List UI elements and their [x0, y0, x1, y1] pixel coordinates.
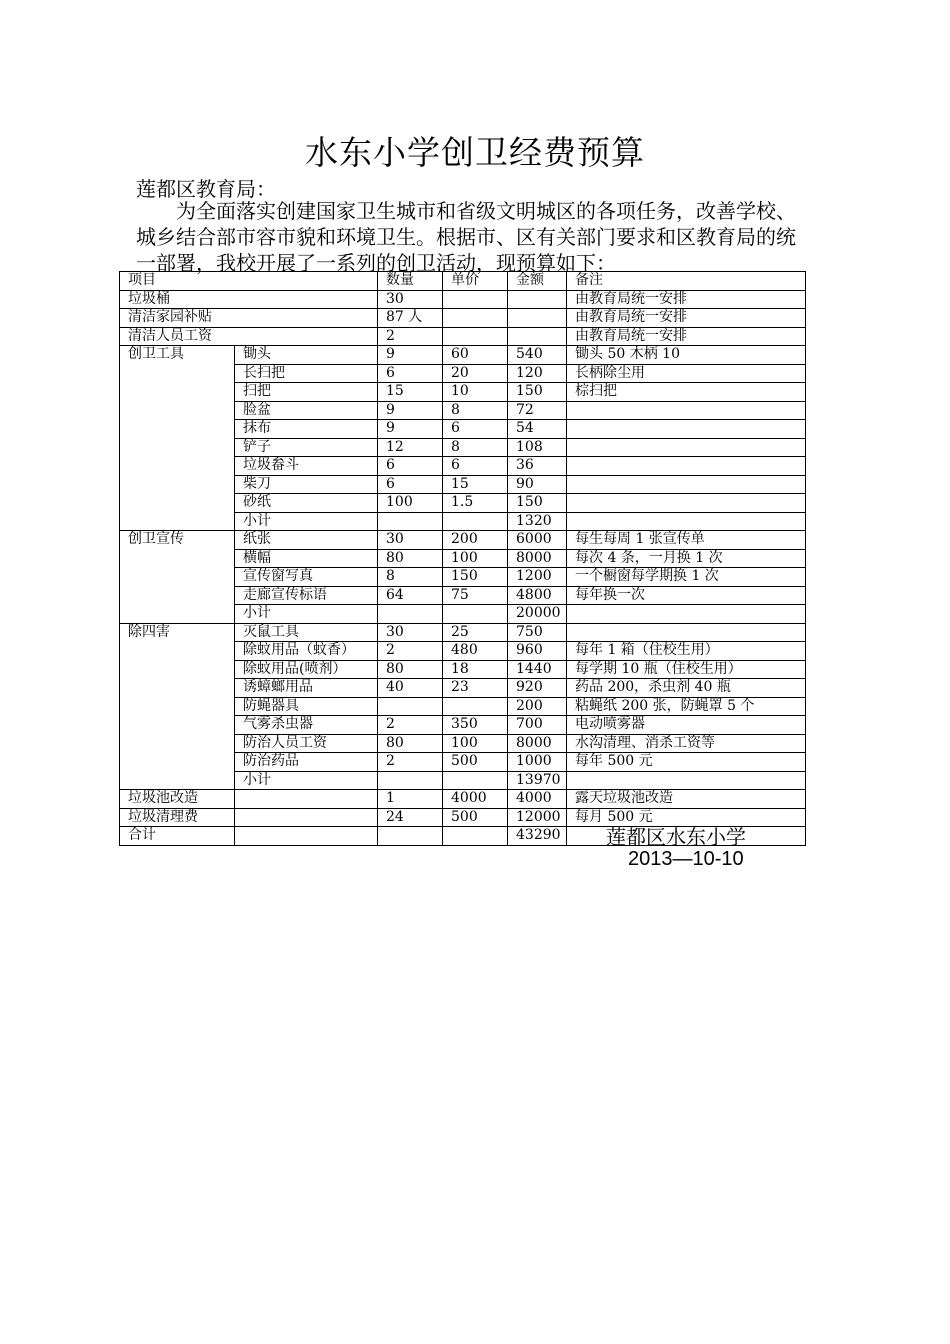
- row-qty: [378, 605, 443, 624]
- row-qty: 6: [378, 364, 443, 383]
- row-qty: 1: [378, 790, 443, 809]
- header-item: 项目: [120, 272, 378, 291]
- row-item: 防治药品: [235, 753, 378, 772]
- row-price: 500: [443, 808, 508, 827]
- row-amount: 108: [508, 438, 567, 457]
- row-category: 垃圾桶: [120, 290, 378, 309]
- row-qty: 30: [378, 290, 443, 309]
- row-qty: 9: [378, 420, 443, 439]
- row-price: [443, 697, 508, 716]
- row-note: 一个橱窗每学期换 1 次: [567, 568, 806, 587]
- row-qty: 15: [378, 383, 443, 402]
- row-empty: [235, 808, 378, 827]
- signature-organization: 莲都区水东小学: [606, 825, 746, 849]
- row-item: 垃圾畚斗: [235, 457, 378, 476]
- budget-table-body: [120, 272, 806, 846]
- row-price: 23: [443, 679, 508, 698]
- salutation: 莲都区教育局：: [136, 177, 276, 201]
- row-price: 6: [443, 420, 508, 439]
- row-qty: 2: [378, 753, 443, 772]
- row-note: 每月 500 元: [567, 808, 806, 827]
- row-note: 锄头 50 木柄 10: [567, 346, 806, 365]
- row-price: 6: [443, 457, 508, 476]
- row-amount: 1440: [508, 660, 567, 679]
- group-name: 创卫宣传: [120, 531, 235, 624]
- header-note: 备注: [567, 272, 806, 291]
- row-item: 铲子: [235, 438, 378, 457]
- row-category: 清洁人员工资: [120, 327, 378, 346]
- header-qty: 数量: [378, 272, 443, 291]
- table-row: [120, 290, 806, 309]
- row-price: [443, 827, 508, 846]
- row-amount: 150: [508, 383, 567, 402]
- row-item: 柴刀: [235, 475, 378, 494]
- row-note: 每年 1 箱（住校生用）: [567, 642, 806, 661]
- row-category: 垃圾清理费: [120, 808, 235, 827]
- row-note: [567, 420, 806, 439]
- row-amount: 200: [508, 697, 567, 716]
- row-note: [567, 623, 806, 642]
- row-item: 宣传窗写真: [235, 568, 378, 587]
- row-amount: 13970: [508, 771, 567, 790]
- row-note: 电动喷雾器: [567, 716, 806, 735]
- row-item: 抹布: [235, 420, 378, 439]
- row-amount: 6000: [508, 531, 567, 550]
- row-item: 走廊宣传标语: [235, 586, 378, 605]
- row-price: 150: [443, 568, 508, 587]
- header-amount: 金额: [508, 272, 567, 291]
- row-amount: [508, 309, 567, 328]
- row-amount: 1320: [508, 512, 567, 531]
- row-amount: 920: [508, 679, 567, 698]
- row-qty: 2: [378, 716, 443, 735]
- row-amount: 960: [508, 642, 567, 661]
- signature-date: 2013—10-10: [628, 848, 744, 870]
- row-item: 气雾杀虫器: [235, 716, 378, 735]
- row-note: 每次 4 条，一月换 1 次: [567, 549, 806, 568]
- row-price: [443, 327, 508, 346]
- row-item: 诱蟑螂用品: [235, 679, 378, 698]
- row-item: 小计: [235, 605, 378, 624]
- row-qty: 80: [378, 660, 443, 679]
- row-amount: 1000: [508, 753, 567, 772]
- row-price: 4000: [443, 790, 508, 809]
- row-amount: 20000: [508, 605, 567, 624]
- group-name: 除四害: [120, 623, 235, 790]
- row-amount: 750: [508, 623, 567, 642]
- row-note: [567, 401, 806, 420]
- row-amount: 36: [508, 457, 567, 476]
- row-price: [443, 309, 508, 328]
- row-amount: 540: [508, 346, 567, 365]
- row-amount: 90: [508, 475, 567, 494]
- row-note: [567, 457, 806, 476]
- row-qty: 40: [378, 679, 443, 698]
- row-amount: 72: [508, 401, 567, 420]
- row-qty: [378, 697, 443, 716]
- row-note: 由教育局统一安排: [567, 327, 806, 346]
- row-amount: [508, 327, 567, 346]
- row-empty: [235, 827, 378, 846]
- row-price: 200: [443, 531, 508, 550]
- row-item: 小计: [235, 512, 378, 531]
- row-item: 防蝇器具: [235, 697, 378, 716]
- row-item: 横幅: [235, 549, 378, 568]
- row-item: 防治人员工资: [235, 734, 378, 753]
- row-price: 75: [443, 586, 508, 605]
- row-price: [443, 605, 508, 624]
- row-amount: 8000: [508, 734, 567, 753]
- row-qty: 30: [378, 623, 443, 642]
- row-qty: 6: [378, 457, 443, 476]
- row-qty: [378, 771, 443, 790]
- table-row: [120, 309, 806, 328]
- row-qty: [378, 512, 443, 531]
- row-note: [567, 475, 806, 494]
- row-note: 由教育局统一安排: [567, 290, 806, 309]
- row-price: [443, 771, 508, 790]
- row-note: [567, 438, 806, 457]
- row-price: [443, 290, 508, 309]
- row-note: 每年 500 元: [567, 753, 806, 772]
- row-category: 合计: [120, 827, 235, 846]
- row-amount: 700: [508, 716, 567, 735]
- row-amount: [508, 290, 567, 309]
- row-price: 100: [443, 549, 508, 568]
- table-row: [120, 327, 806, 346]
- row-qty: 9: [378, 346, 443, 365]
- row-qty: 80: [378, 549, 443, 568]
- row-item: 锄头: [235, 346, 378, 365]
- row-item: 灭鼠工具: [235, 623, 378, 642]
- row-note: 棕扫把: [567, 383, 806, 402]
- row-note: 长柄除尘用: [567, 364, 806, 383]
- budget-table: [119, 271, 806, 846]
- row-note: 每生每周 1 张宣传单: [567, 531, 806, 550]
- row-note: [567, 494, 806, 513]
- row-category: 垃圾池改造: [120, 790, 235, 809]
- row-amount: 8000: [508, 549, 567, 568]
- row-amount: 1200: [508, 568, 567, 587]
- row-qty: 80: [378, 734, 443, 753]
- row-note: 每年换一次: [567, 586, 806, 605]
- row-note: 每学期 10 瓶（住校生用）: [567, 660, 806, 679]
- body-text: 为全面落实创建国家卫生城市和省级文明城区的各项任务，改善学校、城乡结合部市容市貌和环境卫生。根据市、区有关部门要求和区教育局的统一部署，我校开展了一系列的创卫活动，现预算如下：: [136, 199, 796, 275]
- body-paragraph: [136, 198, 814, 276]
- table-row: [120, 790, 806, 809]
- row-qty: 87 人: [378, 309, 443, 328]
- row-qty: 2: [378, 642, 443, 661]
- row-price: 350: [443, 716, 508, 735]
- table-row: [120, 531, 806, 550]
- table-header-row: [120, 272, 806, 291]
- row-note: 药品 200，杀虫剂 40 瓶: [567, 679, 806, 698]
- row-amount: 120: [508, 364, 567, 383]
- row-qty: [378, 827, 443, 846]
- row-item: 长扫把: [235, 364, 378, 383]
- row-amount: 4000: [508, 790, 567, 809]
- row-price: 10: [443, 383, 508, 402]
- row-qty: 6: [378, 475, 443, 494]
- row-note: [567, 605, 806, 624]
- row-price: 480: [443, 642, 508, 661]
- row-price: 15: [443, 475, 508, 494]
- row-qty: 2: [378, 327, 443, 346]
- row-price: 60: [443, 346, 508, 365]
- row-price: 20: [443, 364, 508, 383]
- row-note: 露天垃圾池改造: [567, 790, 806, 809]
- row-price: 500: [443, 753, 508, 772]
- row-qty: 9: [378, 401, 443, 420]
- row-price: 100: [443, 734, 508, 753]
- row-amount: 54: [508, 420, 567, 439]
- row-item: 除蚊用品(喷剂）: [235, 660, 378, 679]
- row-amount: 4800: [508, 586, 567, 605]
- row-empty: [235, 790, 378, 809]
- row-price: [443, 512, 508, 531]
- header-price: 单价: [443, 272, 508, 291]
- row-qty: 100: [378, 494, 443, 513]
- row-price: 25: [443, 623, 508, 642]
- row-qty: 64: [378, 586, 443, 605]
- row-qty: 24: [378, 808, 443, 827]
- row-item: 小计: [235, 771, 378, 790]
- row-amount: 12000: [508, 808, 567, 827]
- row-item: 纸张: [235, 531, 378, 550]
- row-item: 砂纸: [235, 494, 378, 513]
- row-item: 扫把: [235, 383, 378, 402]
- row-category: 清洁家园补贴: [120, 309, 378, 328]
- row-qty: 12: [378, 438, 443, 457]
- row-price: 1.5: [443, 494, 508, 513]
- row-note: [567, 771, 806, 790]
- row-qty: 8: [378, 568, 443, 587]
- row-note: [567, 512, 806, 531]
- row-item: 除蚊用品（蚊香）: [235, 642, 378, 661]
- row-note: 由教育局统一安排: [567, 309, 806, 328]
- group-name: 创卫工具: [120, 346, 235, 531]
- document-title: 水东小学创卫经费预算: [305, 133, 645, 172]
- row-amount: 43290: [508, 827, 567, 846]
- row-price: 8: [443, 401, 508, 420]
- table-row: [120, 623, 806, 642]
- row-amount: 150: [508, 494, 567, 513]
- row-price: 18: [443, 660, 508, 679]
- row-note: 粘蝇纸 200 张，防蝇罩 5 个: [567, 697, 806, 716]
- row-price: 8: [443, 438, 508, 457]
- table-row: [120, 346, 806, 365]
- row-qty: 30: [378, 531, 443, 550]
- row-note: 水沟清理、消杀工资等: [567, 734, 806, 753]
- row-item: 脸盆: [235, 401, 378, 420]
